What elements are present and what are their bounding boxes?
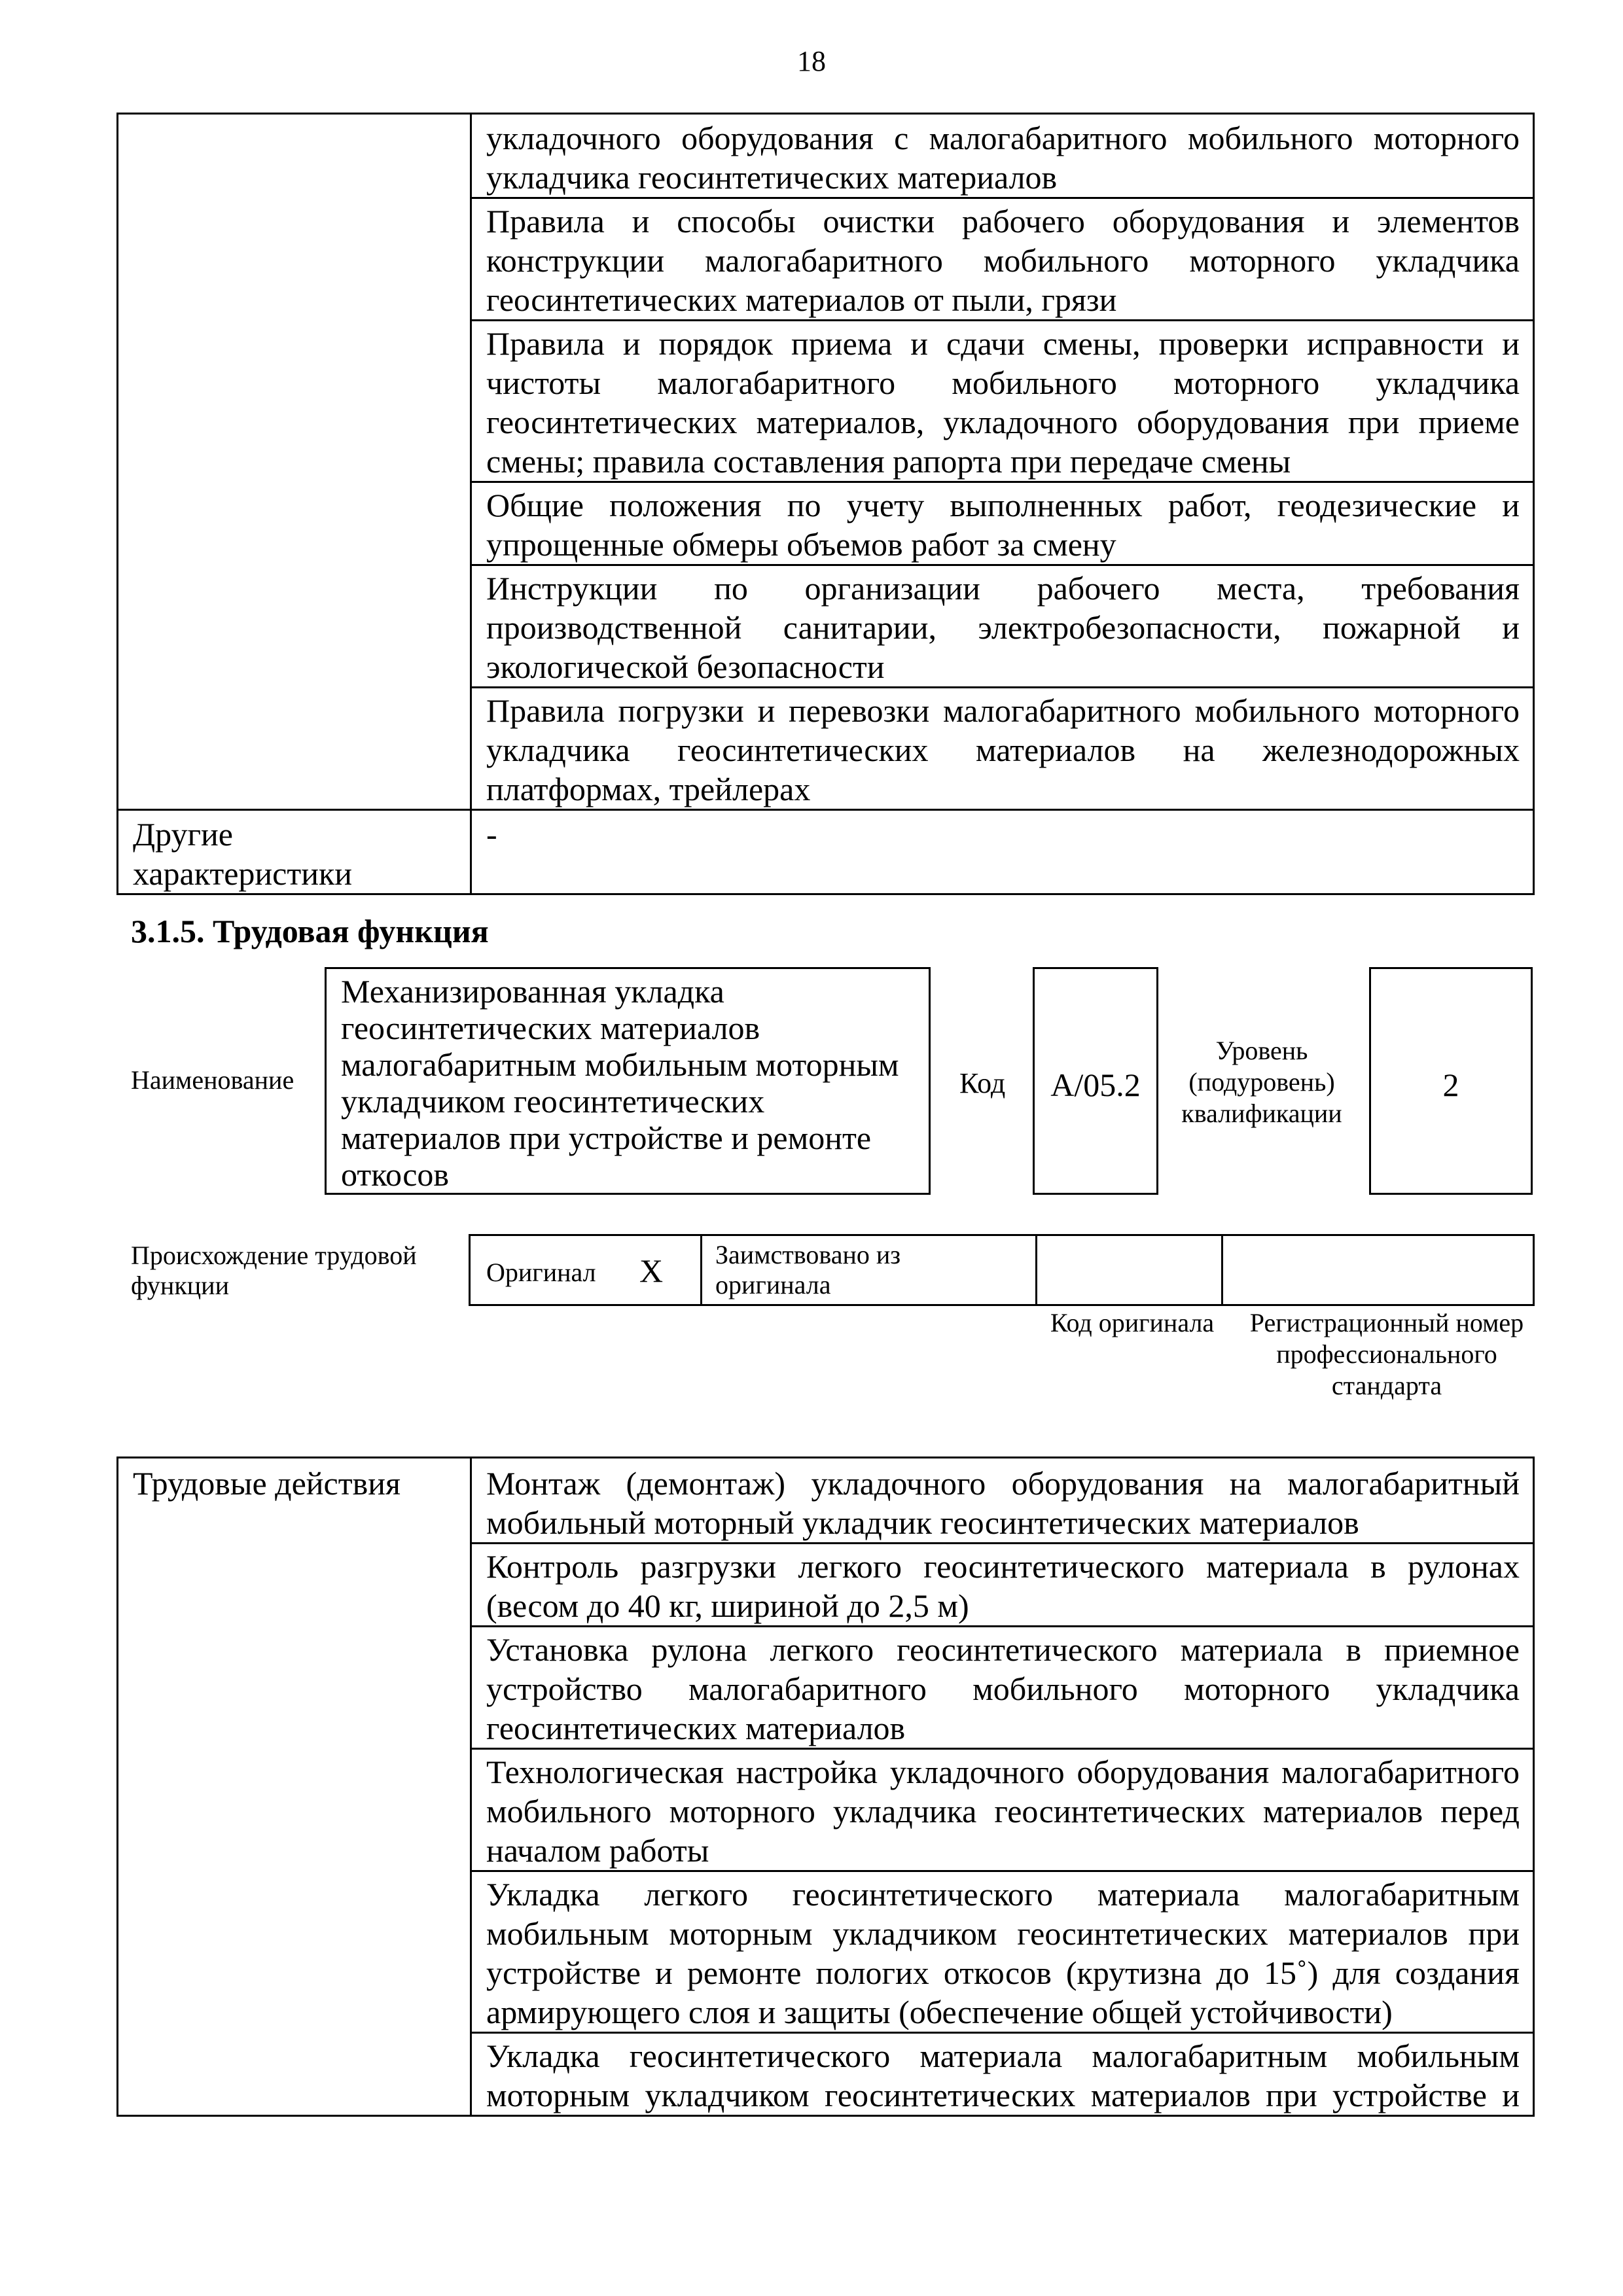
actions-label: Трудовые действия bbox=[133, 1465, 401, 1502]
origin-label: Происхождение трудовой функции bbox=[131, 1241, 417, 1300]
knowledge-table bbox=[116, 113, 1535, 895]
knowledge-text: Инструкции по организации рабочего места, требования производственной санитарии, электробезопасности, пожарной и экологической безопасности bbox=[486, 570, 1520, 685]
other-characteristics-label: Другие характеристики bbox=[133, 816, 353, 892]
knowledge-cell bbox=[471, 482, 1534, 565]
original-code-cell bbox=[1037, 1235, 1222, 1305]
page-number: 18 bbox=[797, 45, 826, 77]
table-row bbox=[118, 114, 1534, 198]
code-label: Код bbox=[959, 1067, 1006, 1099]
registration-caption: Регистрационный номер профессионального стандарта bbox=[1249, 1308, 1524, 1400]
function-name-box bbox=[325, 967, 931, 1195]
code-caption: Код оригинала bbox=[1050, 1308, 1215, 1337]
original-label: Оригинал bbox=[486, 1258, 596, 1287]
action-cell bbox=[471, 1544, 1534, 1627]
borrowed-cell bbox=[702, 1235, 1037, 1305]
table-row bbox=[470, 1235, 1534, 1305]
action-cell bbox=[471, 1749, 1534, 1871]
action-text: Укладка геосинтетического материала малогабаритным мобильным моторным укладчиком геосинтетических материалов при устройстве и bbox=[486, 2038, 1520, 2113]
knowledge-text: Правила погрузки и перевозки малогабаритного мобильного моторного укладчика геосинтетических материалов на железнодорожных платформах, трейлерах bbox=[486, 692, 1520, 807]
knowledge-cell bbox=[471, 321, 1534, 482]
level-value: 2 bbox=[1442, 1067, 1459, 1103]
knowledge-cell bbox=[471, 198, 1534, 321]
action-text: Установка рулона легкого геосинтетического материала в приемное устройство малогабаритного мобильного моторного укладчика геосинтетических материалов bbox=[486, 1631, 1520, 1746]
other-characteristics-value-cell bbox=[471, 810, 1534, 894]
knowledge-cell bbox=[471, 114, 1534, 198]
other-characteristics-value: - bbox=[486, 816, 497, 853]
registration-number-cell bbox=[1222, 1235, 1534, 1305]
table-row bbox=[118, 810, 1534, 894]
action-text: Технологическая настройка укладочного оборудования малогабаритного мобильного моторного укладчика геосинтетических материалов перед началом работы bbox=[486, 1754, 1520, 1869]
knowledge-text: Правила и способы очистки рабочего оборудования и элементов конструкции малогабаритного мобильного моторного укладчика геосинтетических материалов от пыли, грязи bbox=[486, 203, 1520, 318]
action-cell bbox=[471, 1458, 1534, 1544]
action-cell bbox=[471, 2033, 1534, 2116]
knowledge-text: Правила и порядок приема и сдачи смены, проверки исправности и чистоты малогабаритного мобильного моторного укладчика геосинтетических материалов, укладочного оборудования при приеме смены; правила составления рапорта при передаче смены bbox=[486, 325, 1520, 480]
action-cell bbox=[471, 1871, 1534, 2033]
code-value: A/05.2 bbox=[1050, 1067, 1141, 1103]
name-label: Наименование bbox=[131, 1065, 294, 1095]
action-text: Контроль разгрузки легкого геосинтетического материала в рулонах (весом до 40 кг, шириной до 2,5 м) bbox=[486, 1548, 1520, 1624]
knowledge-cell bbox=[471, 565, 1534, 688]
level-box bbox=[1369, 967, 1533, 1195]
level-label: Уровень (подуровень) квалификации bbox=[1181, 1036, 1342, 1128]
section-title: 3.1.5. Трудовая функция bbox=[131, 913, 489, 949]
function-name: Механизированная укладка геосинтетических материалов малогабаритным мобильным моторным укладчиком геосинтетических материалов при устройстве и ремонте откосов bbox=[341, 973, 899, 1193]
actions-label-cell bbox=[118, 1458, 471, 2116]
knowledge-label-cell bbox=[118, 114, 471, 810]
actions-table bbox=[116, 1457, 1535, 2117]
original-mark: X bbox=[639, 1252, 664, 1289]
original-cell bbox=[470, 1235, 702, 1305]
action-text: Монтаж (демонтаж) укладочного оборудования на малогабаритный мобильный моторный укладчик геосинтетических материалов bbox=[486, 1465, 1520, 1541]
other-characteristics-label-cell bbox=[118, 810, 471, 894]
code-box bbox=[1033, 967, 1158, 1195]
action-cell bbox=[471, 1627, 1534, 1749]
knowledge-cell bbox=[471, 688, 1534, 810]
table-row bbox=[118, 1458, 1534, 1544]
knowledge-text: укладочного оборудования с малогабаритного мобильного моторного укладчика геосинтетических материалов bbox=[486, 120, 1520, 196]
action-text: Укладка легкого геосинтетического материала малогабаритным мобильным моторным укладчиком геосинтетических материалов при устройстве и ремонте пологих откосов (крутизна до 15˚) для создания армирующего слоя и защиты (обеспечение общей устойчивости) bbox=[486, 1876, 1520, 2030]
origin-table bbox=[469, 1234, 1535, 1306]
knowledge-text: Общие положения по учету выполненных работ, геодезические и упрощенные обмеры объемов работ за смену bbox=[486, 487, 1520, 563]
borrowed-label: Заимствовано из оригинала bbox=[715, 1240, 901, 1299]
